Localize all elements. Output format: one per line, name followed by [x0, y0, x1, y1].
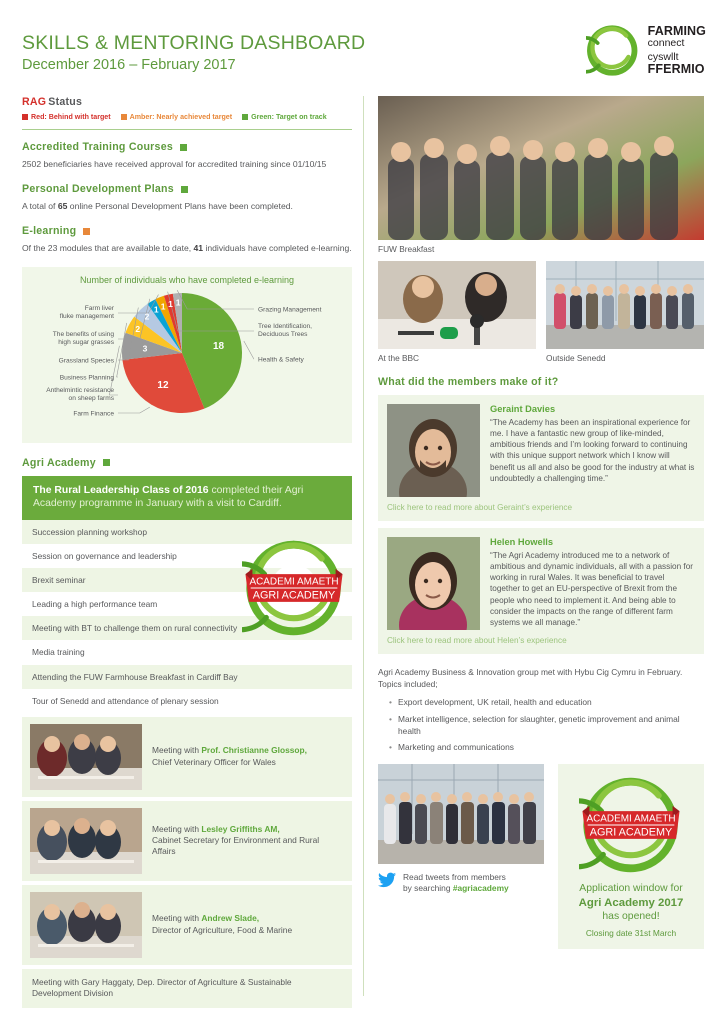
- status-badge-green: [180, 144, 187, 151]
- metric-heading-label: Accredited Training Courses: [22, 141, 173, 153]
- apply-line-2: Agri Academy 2017: [578, 896, 684, 909]
- metric-accredited-training: [22, 141, 352, 170]
- metric-heading: [22, 183, 352, 195]
- meeting-row: [22, 885, 352, 965]
- apply-line-1: Application window for: [579, 883, 683, 895]
- badge-bottom-text: AGRI ACADEMY: [589, 826, 673, 839]
- agri-academy-badge-icon: [242, 536, 346, 640]
- e-learning-pie-chart: [22, 285, 352, 443]
- hybu-topic-item: • Export development, UK retail, health and education: [390, 696, 704, 708]
- badge-bottom-text: AGRI ACADEMY: [252, 589, 336, 602]
- pie-value-label: 1: [175, 297, 181, 308]
- rag-legend-green: [242, 113, 327, 121]
- twitter-line-2: [403, 883, 509, 894]
- pie-category-label: Tree Identification,: [258, 322, 312, 330]
- rag-legend-green-label: Green: Target on track: [251, 113, 327, 121]
- hybu-topic-list: [390, 696, 704, 753]
- twitter-hashtag[interactable]: #agriacademy: [452, 883, 509, 894]
- rag-status-heading-rest: Status: [48, 96, 83, 108]
- meeting-plain-row: Meeting with Gary Haggaty, Dep. Director of Agriculture & Sustainable Development Division: [22, 969, 352, 1008]
- outside-senedd-photo: [546, 261, 704, 349]
- fuw-breakfast-caption: FUW Breakfast: [378, 244, 435, 254]
- pie-category-label: on sheep farms: [68, 394, 114, 402]
- meeting-row: [22, 801, 352, 881]
- agri-banner-bold: The Rural Leadership Class of 2016: [33, 484, 209, 496]
- meeting-text: [152, 745, 307, 768]
- apply-line-3: has opened!: [602, 911, 660, 923]
- meeting-prefix: Meeting with: [152, 913, 202, 924]
- pie-leader-line: [118, 407, 150, 413]
- meeting-prefix: Meeting with: [152, 823, 202, 834]
- chart-title: Number of individuals who have completed e-learning: [79, 274, 295, 285]
- metric-text-value: 41: [193, 243, 204, 254]
- metric-text-post: online Personal Development Plans have been completed.: [67, 201, 293, 212]
- rag-status-heading: [22, 96, 352, 108]
- reporting-period: December 2016 – February 2017: [22, 57, 236, 74]
- e-learning-pie-chart-panel: [22, 267, 352, 443]
- metric-heading: [22, 141, 352, 153]
- farming-connect-logo: [586, 24, 706, 77]
- meeting-role: Director of Agriculture, Food & Marine: [152, 924, 293, 935]
- helen-howells-portrait: [387, 537, 480, 630]
- agri-banner-rest: completed their Agri Academy programme in January with a visit to Cardiff.: [33, 484, 304, 510]
- amber-swatch-icon: [121, 114, 127, 120]
- pie-category-label: Farm Finance: [73, 410, 114, 418]
- agri-academy-group-photo: [378, 764, 544, 864]
- member-quote-card: [378, 395, 704, 521]
- metric-heading-label: Personal Development Plans: [22, 183, 174, 196]
- metric-heading-label: E-learning: [22, 225, 77, 238]
- hybu-topic-item: • Marketing and communications: [390, 741, 704, 753]
- agri-academy-activity-row: Session on governance and leadership: [32, 551, 177, 562]
- metric-personal-development-plans: [22, 183, 352, 212]
- agri-academy-activity-row: Tour of Senedd and attendance of plenary session: [32, 695, 219, 706]
- pie-value-label: 1: [160, 300, 166, 311]
- rag-legend-red-label: Red: Behind with target: [31, 113, 111, 121]
- page-title: SKILLS & MENTORING DASHBOARD: [22, 32, 366, 54]
- twitter-block: [378, 764, 544, 949]
- metric-text: [22, 200, 352, 212]
- pie-category-label: Deciduous Trees: [258, 330, 308, 338]
- metric-text-pre: Of the 23 modules that are available to date,: [22, 243, 194, 254]
- rag-status-heading-red: RAG: [22, 96, 47, 108]
- metric-text-value: 65: [57, 201, 68, 212]
- pie-category-label: Farm liver: [84, 304, 114, 312]
- green-swatch-icon: [242, 114, 248, 120]
- meeting-slade-photo: [30, 892, 142, 958]
- bbc-photo-block: [378, 261, 536, 363]
- meeting-role: Chief Veterinary Officer for Wales: [152, 756, 276, 767]
- meeting-person-name: Andrew Slade,: [201, 913, 260, 924]
- agri-academy-activity-row: Brexit seminar: [22, 568, 352, 592]
- agri-academy-activity-row: Succession planning workshop: [22, 520, 352, 544]
- twitter-line-2-pre: by searching: [403, 883, 453, 894]
- section-divider-rule: [22, 129, 352, 130]
- members-feedback-heading: What did the members make of it?: [378, 376, 559, 388]
- member-quotes: [378, 395, 704, 654]
- agri-academy-meetings: [22, 717, 352, 965]
- meeting-griffiths-photo: [30, 808, 142, 874]
- pie-value-label: 2: [135, 323, 141, 334]
- status-badge-green: [181, 186, 188, 193]
- logo-line-ffermio: FFERMIO: [647, 61, 705, 76]
- application-window-box: [558, 764, 704, 949]
- status-badge-amber: [83, 228, 90, 235]
- pie-value-label: 2: [144, 311, 150, 322]
- column-divider: [363, 96, 364, 996]
- rag-legend-red: [22, 113, 111, 121]
- quote-body: “The Agri Academy introduced me to a network of ambitious and dynamic individuals, all with a passion for working in rural Wales. It was beneficial to travel together to get an EU-perspective of Brexit from the people who need to implement it. And being able to consider the impacts on the range of different farm systems we all manage.”: [490, 551, 693, 627]
- agri-academy-badge-icon: [579, 773, 683, 877]
- quote-body: “The Academy has been an inspirational experience for me. I have a fantastic new group of like-minded, ambitious friends and I’m looking forward to continuing with this unique support network which I know will benefit us all and also be good for the industry at what is undoubtedly a challenging time.”: [490, 418, 695, 483]
- fuw-breakfast-photo: [378, 96, 704, 240]
- meeting-prefix: Meeting with: [152, 745, 202, 756]
- logo-line-connect: connect: [647, 37, 685, 50]
- meeting-row: [22, 717, 352, 797]
- meeting-text: [152, 913, 292, 936]
- twitter-cta[interactable]: [378, 872, 544, 895]
- member-quote-card: [378, 528, 704, 654]
- quote-read-more-link[interactable]: Click here to read more about Helen’s experience: [387, 636, 567, 645]
- metric-heading: [22, 225, 352, 237]
- agri-academy-activity-row: Media training: [32, 647, 85, 658]
- hybu-topic-item: • Market intelligence, selection for slaughter, genetic improvement and animal health: [390, 713, 704, 737]
- pie-value-label: 12: [157, 379, 169, 391]
- agri-academy-activity-list: [22, 520, 352, 713]
- badge-top-text: ACADEMI AMAETH: [586, 813, 676, 825]
- agri-academy-heading: [22, 457, 352, 469]
- pie-category-label: Health & Safety: [258, 356, 304, 364]
- hybu-intro: Agri Academy Business & Innovation group met with Hybu Cig Cymru in February. Topics included;: [378, 667, 683, 690]
- meeting-person-name: Prof. Christianne Glossop,: [201, 745, 307, 756]
- agri-academy-activity-row: Leading a high performance team: [32, 599, 158, 610]
- pie-value-label: 18: [212, 340, 225, 352]
- twitter-bird-icon: [378, 872, 396, 888]
- pie-category-label: The benefits of using: [52, 330, 114, 338]
- pie-value-label: 1: [153, 304, 159, 315]
- red-swatch-icon: [22, 114, 28, 120]
- status-badge-green: [103, 459, 110, 466]
- at-the-bbc-caption: At the BBC: [378, 353, 420, 363]
- quote-author-name: Geraint Davies: [490, 404, 556, 414]
- metric-text: 2502 beneficiaries have received approval for accredited training since 01/10/15: [22, 159, 327, 169]
- metric-text-post: individuals have completed e-learning.: [203, 243, 352, 254]
- bottom-row: [378, 764, 704, 949]
- title-block: [22, 33, 365, 74]
- agri-academy-activity-row: Attending the FUW Farmhouse Breakfast in Cardiff Bay: [22, 665, 352, 689]
- pie-category-label: fluke management: [59, 312, 114, 320]
- quote-author-name: Helen Howells: [490, 537, 554, 547]
- at-the-bbc-photo: [378, 261, 536, 349]
- left-column: [22, 96, 352, 1008]
- meeting-person-name: Lesley Griffiths AM,: [201, 823, 280, 834]
- agri-academy-heading-label: Agri Academy: [22, 456, 96, 469]
- secondary-photo-row: [378, 261, 704, 363]
- badge-top-text: ACADEMI AMAETH: [249, 576, 339, 588]
- pie-category-label: Business Planning: [59, 374, 114, 382]
- pie-category-label: high sugar grasses: [58, 338, 114, 346]
- pie-category-label: Grazing Management: [258, 306, 322, 314]
- metric-e-learning: [22, 225, 352, 254]
- agri-academy-banner: [22, 476, 352, 520]
- meeting-glossop-photo: [30, 724, 142, 790]
- senedd-photo-block: [546, 261, 704, 363]
- logo-line-farming: FARMING: [647, 24, 706, 39]
- rag-legend-amber: [121, 113, 233, 121]
- metric-text-pre: A total of: [22, 201, 58, 212]
- twitter-text: [403, 872, 509, 895]
- logo-line-cyswllt: cyswllt: [647, 51, 679, 63]
- apply-closing-date: Closing date 31st March: [585, 927, 677, 938]
- hybu-cig-cymru-block: [378, 666, 704, 753]
- geraint-davies-portrait: [387, 404, 480, 497]
- pie-category-label: Anthelmintic resistance: [46, 386, 114, 394]
- right-column: [378, 96, 704, 949]
- meeting-role: Cabinet Secretary for Environment and Rural Affairs: [152, 834, 320, 857]
- pie-category-label: Grassland Species: [58, 357, 114, 365]
- quote-read-more-link[interactable]: Click here to read more about Geraint’s experience: [387, 503, 573, 512]
- agri-academy-activity-row: Meeting with BT to challenge them on rural connectivity: [22, 616, 352, 640]
- metric-text: [22, 242, 352, 254]
- page-header: [0, 0, 724, 92]
- pie-value-label: 1: [168, 298, 173, 309]
- rag-legend-amber-label: Amber: Nearly achieved target: [129, 113, 233, 121]
- farming-connect-swirl-icon: [586, 24, 639, 77]
- outside-senedd-caption: Outside Senedd: [546, 353, 606, 363]
- twitter-line-1: Read tweets from members: [403, 872, 506, 883]
- pie-value-label: 3: [142, 343, 148, 354]
- pie-leader-line: [244, 341, 254, 359]
- meeting-text: [152, 824, 344, 858]
- rag-legend: [22, 113, 352, 121]
- logo-wordmark: [648, 25, 706, 75]
- pie-slices: [122, 293, 242, 413]
